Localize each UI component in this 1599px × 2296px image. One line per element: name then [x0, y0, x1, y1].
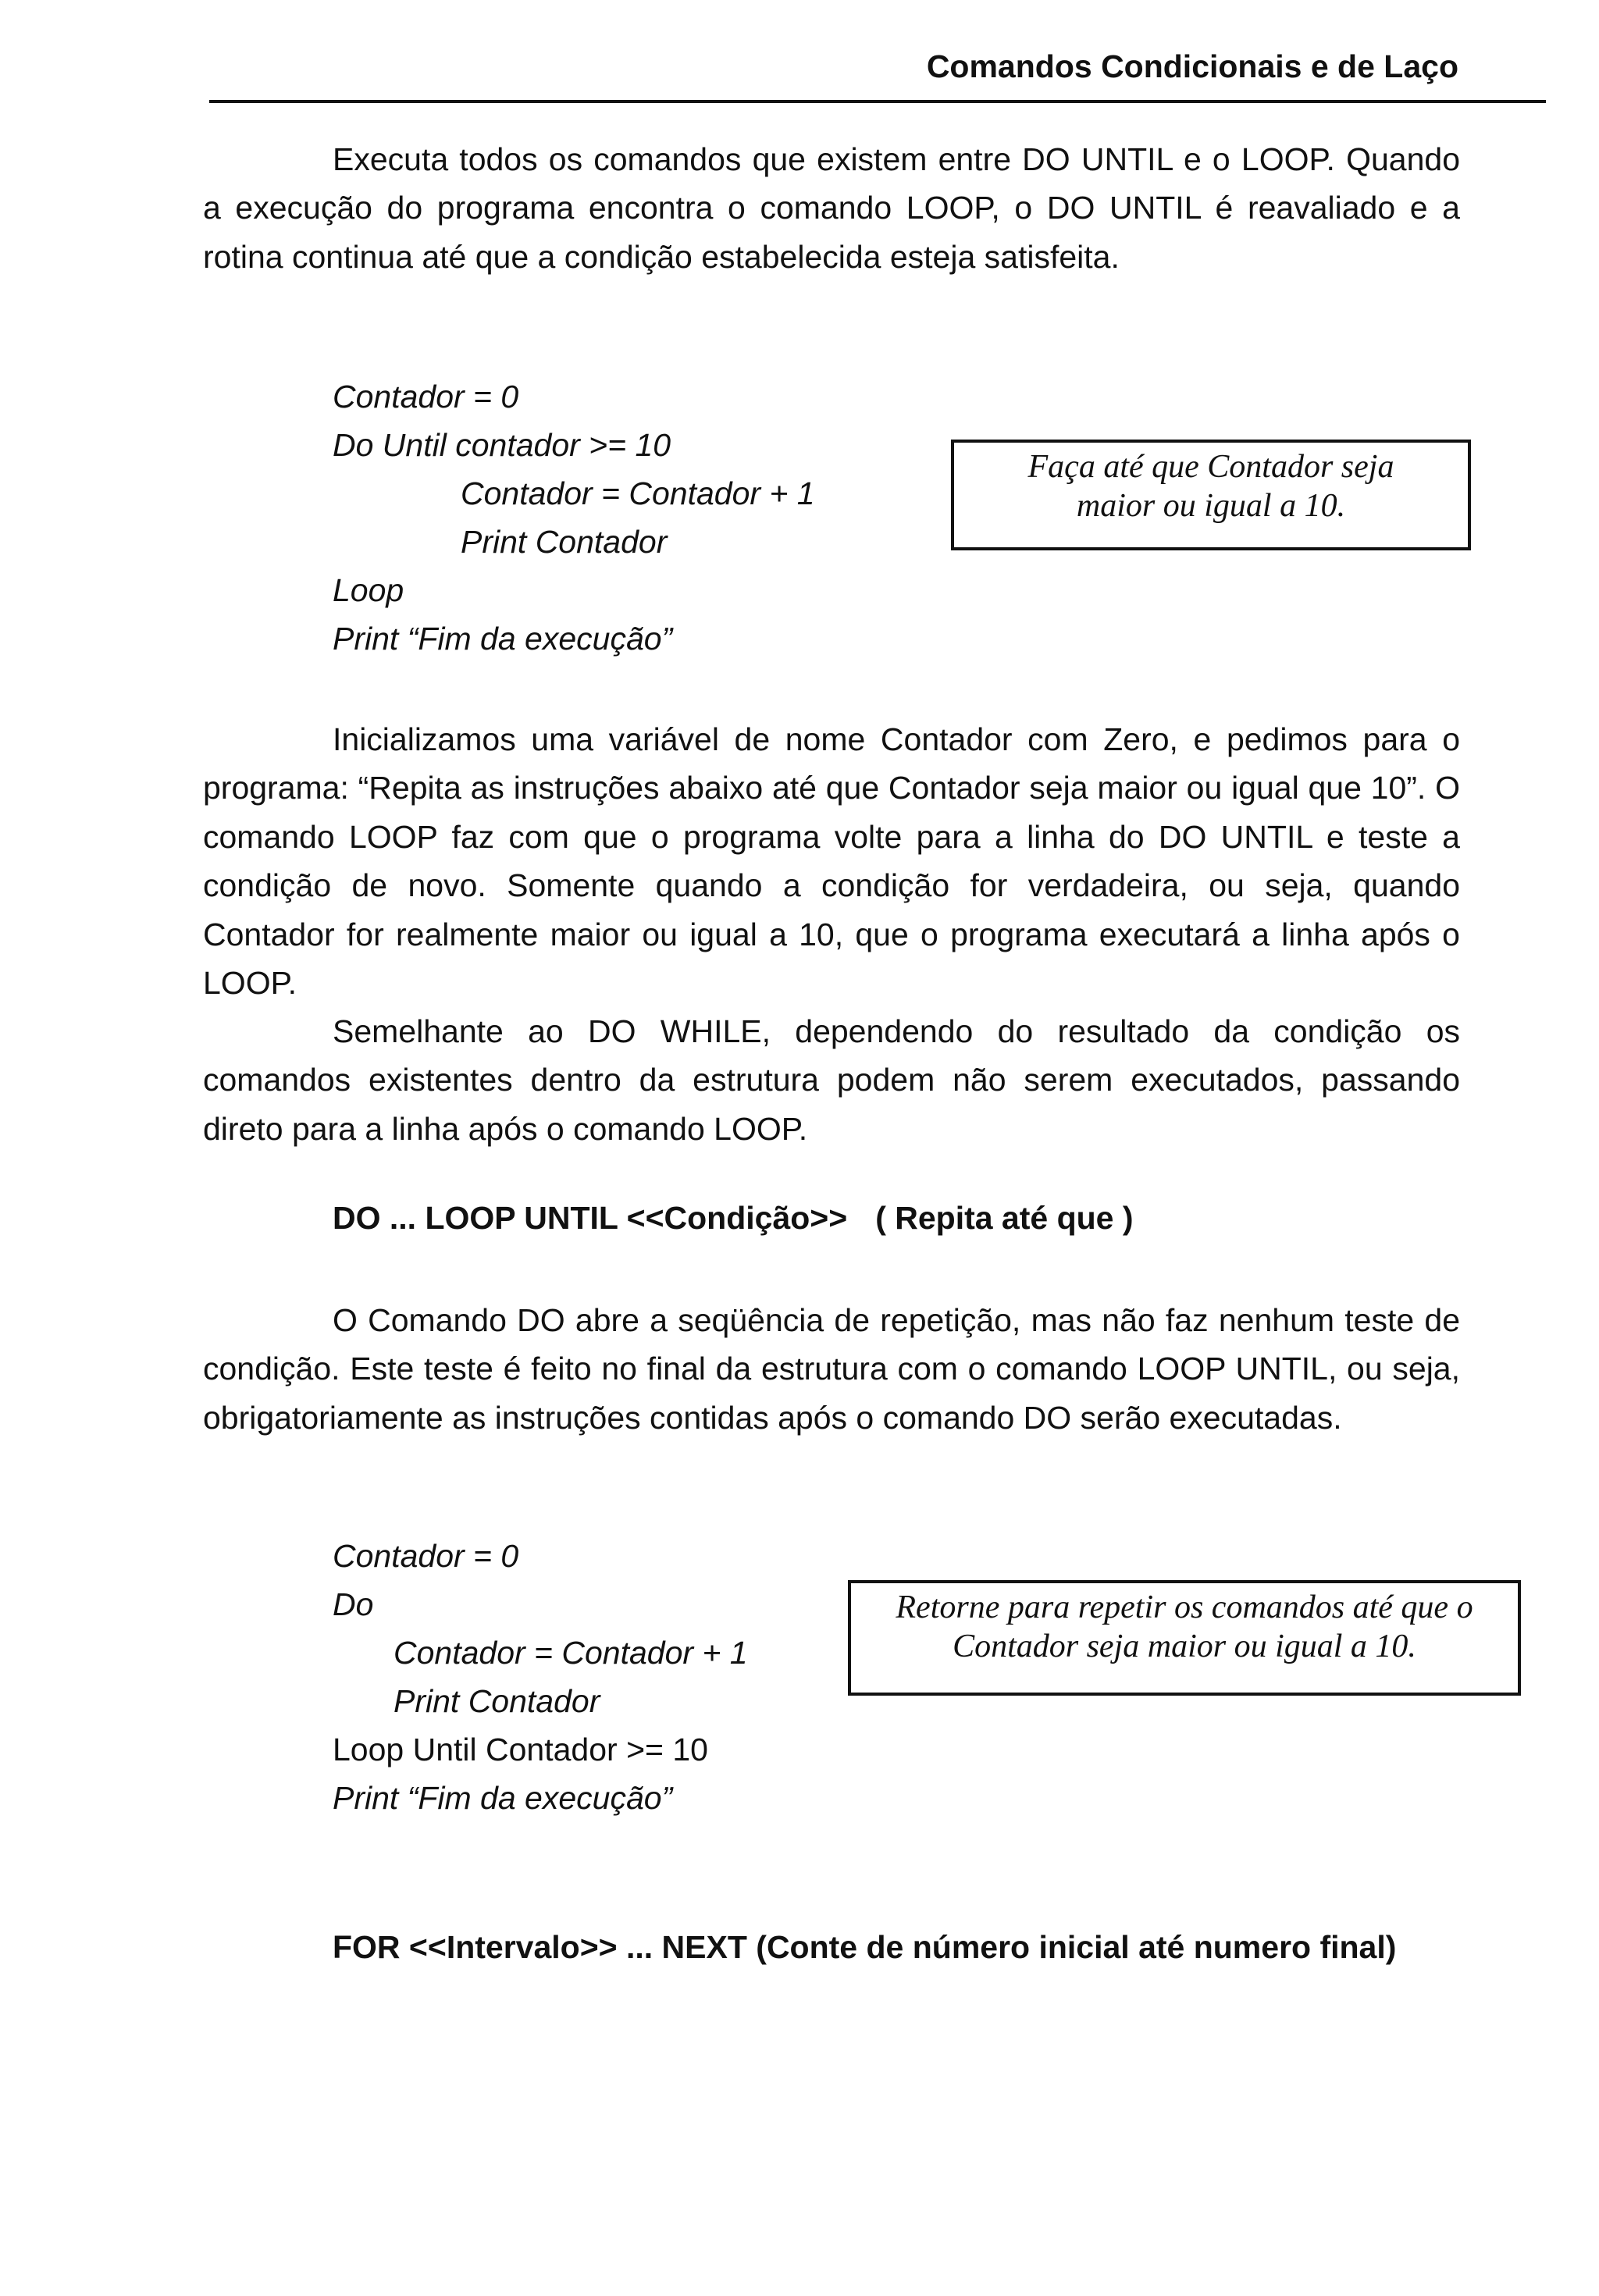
code2-line3: Contador = Contador + 1 — [394, 1635, 748, 1671]
code1-line4: Print Contador — [461, 524, 668, 560]
paragraph-intro-do-until: Executa todos os comandos que existem entre DO UNTIL e o LOOP. Quando a execução do programa encontra o comando LOOP, o DO UNTIL é reavaliado e a rotina continua até que a condição estabelecida esteja satisfeita. — [203, 141, 1460, 275]
code1-line5: Loop — [333, 572, 404, 608]
note1-line1: Faça até que Contador seja — [1027, 449, 1394, 485]
paragraph-explain-do-until: Inicializamos uma variável de nome Contador com Zero, e pedimos para o programa: “Repita as instruções abaixo até que Contador seja maior ou igual que 10”. O comando LOOP faz com que o programa volte para a linha do DO UNTIL e teste a condição de novo. Somente quando a condição for verdadeira, ou seja, quando Contador for realmente maior ou igual a 10, que o programa executará a linha após o LOOP. — [203, 721, 1460, 1002]
section-heading-loop-until — [333, 1200, 1134, 1237]
code2-line2: Do — [333, 1586, 374, 1622]
section-heading-for-next: FOR <<Intervalo>> ... NEXT (Conte de número inicial até numero final) — [333, 1929, 1397, 1965]
section-loop-until-subtitle: ( Repita até que ) — [875, 1200, 1134, 1236]
note-box-loop-until — [848, 1580, 1521, 1696]
code1-line1: Contador = 0 — [333, 379, 519, 415]
note2-line2: Contador seja maior ou igual a 10. — [953, 1629, 1416, 1664]
paragraph-similar-do-while: Semelhante ao DO WHILE, dependendo do resultado da condição os comandos existentes dentro da estrutura podem não serem executados, passando direto para a linha após o comando LOOP. — [203, 1013, 1460, 1147]
code1-line3: Contador = Contador + 1 — [461, 475, 815, 511]
header-rule — [209, 100, 1546, 103]
code2-line1: Contador = 0 — [333, 1538, 519, 1574]
code1-line6: Print “Fim da execução” — [333, 621, 673, 657]
section-loop-until-title: DO ... LOOP UNTIL <<Condição>> — [333, 1200, 848, 1236]
code1-line2: Do Until contador >= 10 — [333, 427, 671, 463]
code2-line4: Print Contador — [394, 1683, 600, 1719]
code2-line6: Print “Fim da execução” — [333, 1780, 673, 1816]
code2-line5: Loop Until Contador >= 10 — [333, 1732, 708, 1767]
page-header-title: Comandos Condicionais e de Laço — [926, 48, 1458, 84]
note2-line1: Retorne para repetir os comandos até que o — [896, 1589, 1473, 1625]
paragraph-explain-loop-until: O Comando DO abre a seqüência de repetição, mas não faz nenhum teste de condição. Este teste é feito no final da estrutura com o comando LOOP UNTIL, ou seja, obrigatoriamente as instruções contidas após o comando DO serão executadas. — [203, 1302, 1460, 1436]
note1-line2: maior ou igual a 10. — [1076, 488, 1346, 524]
note-box-do-until — [951, 440, 1471, 550]
